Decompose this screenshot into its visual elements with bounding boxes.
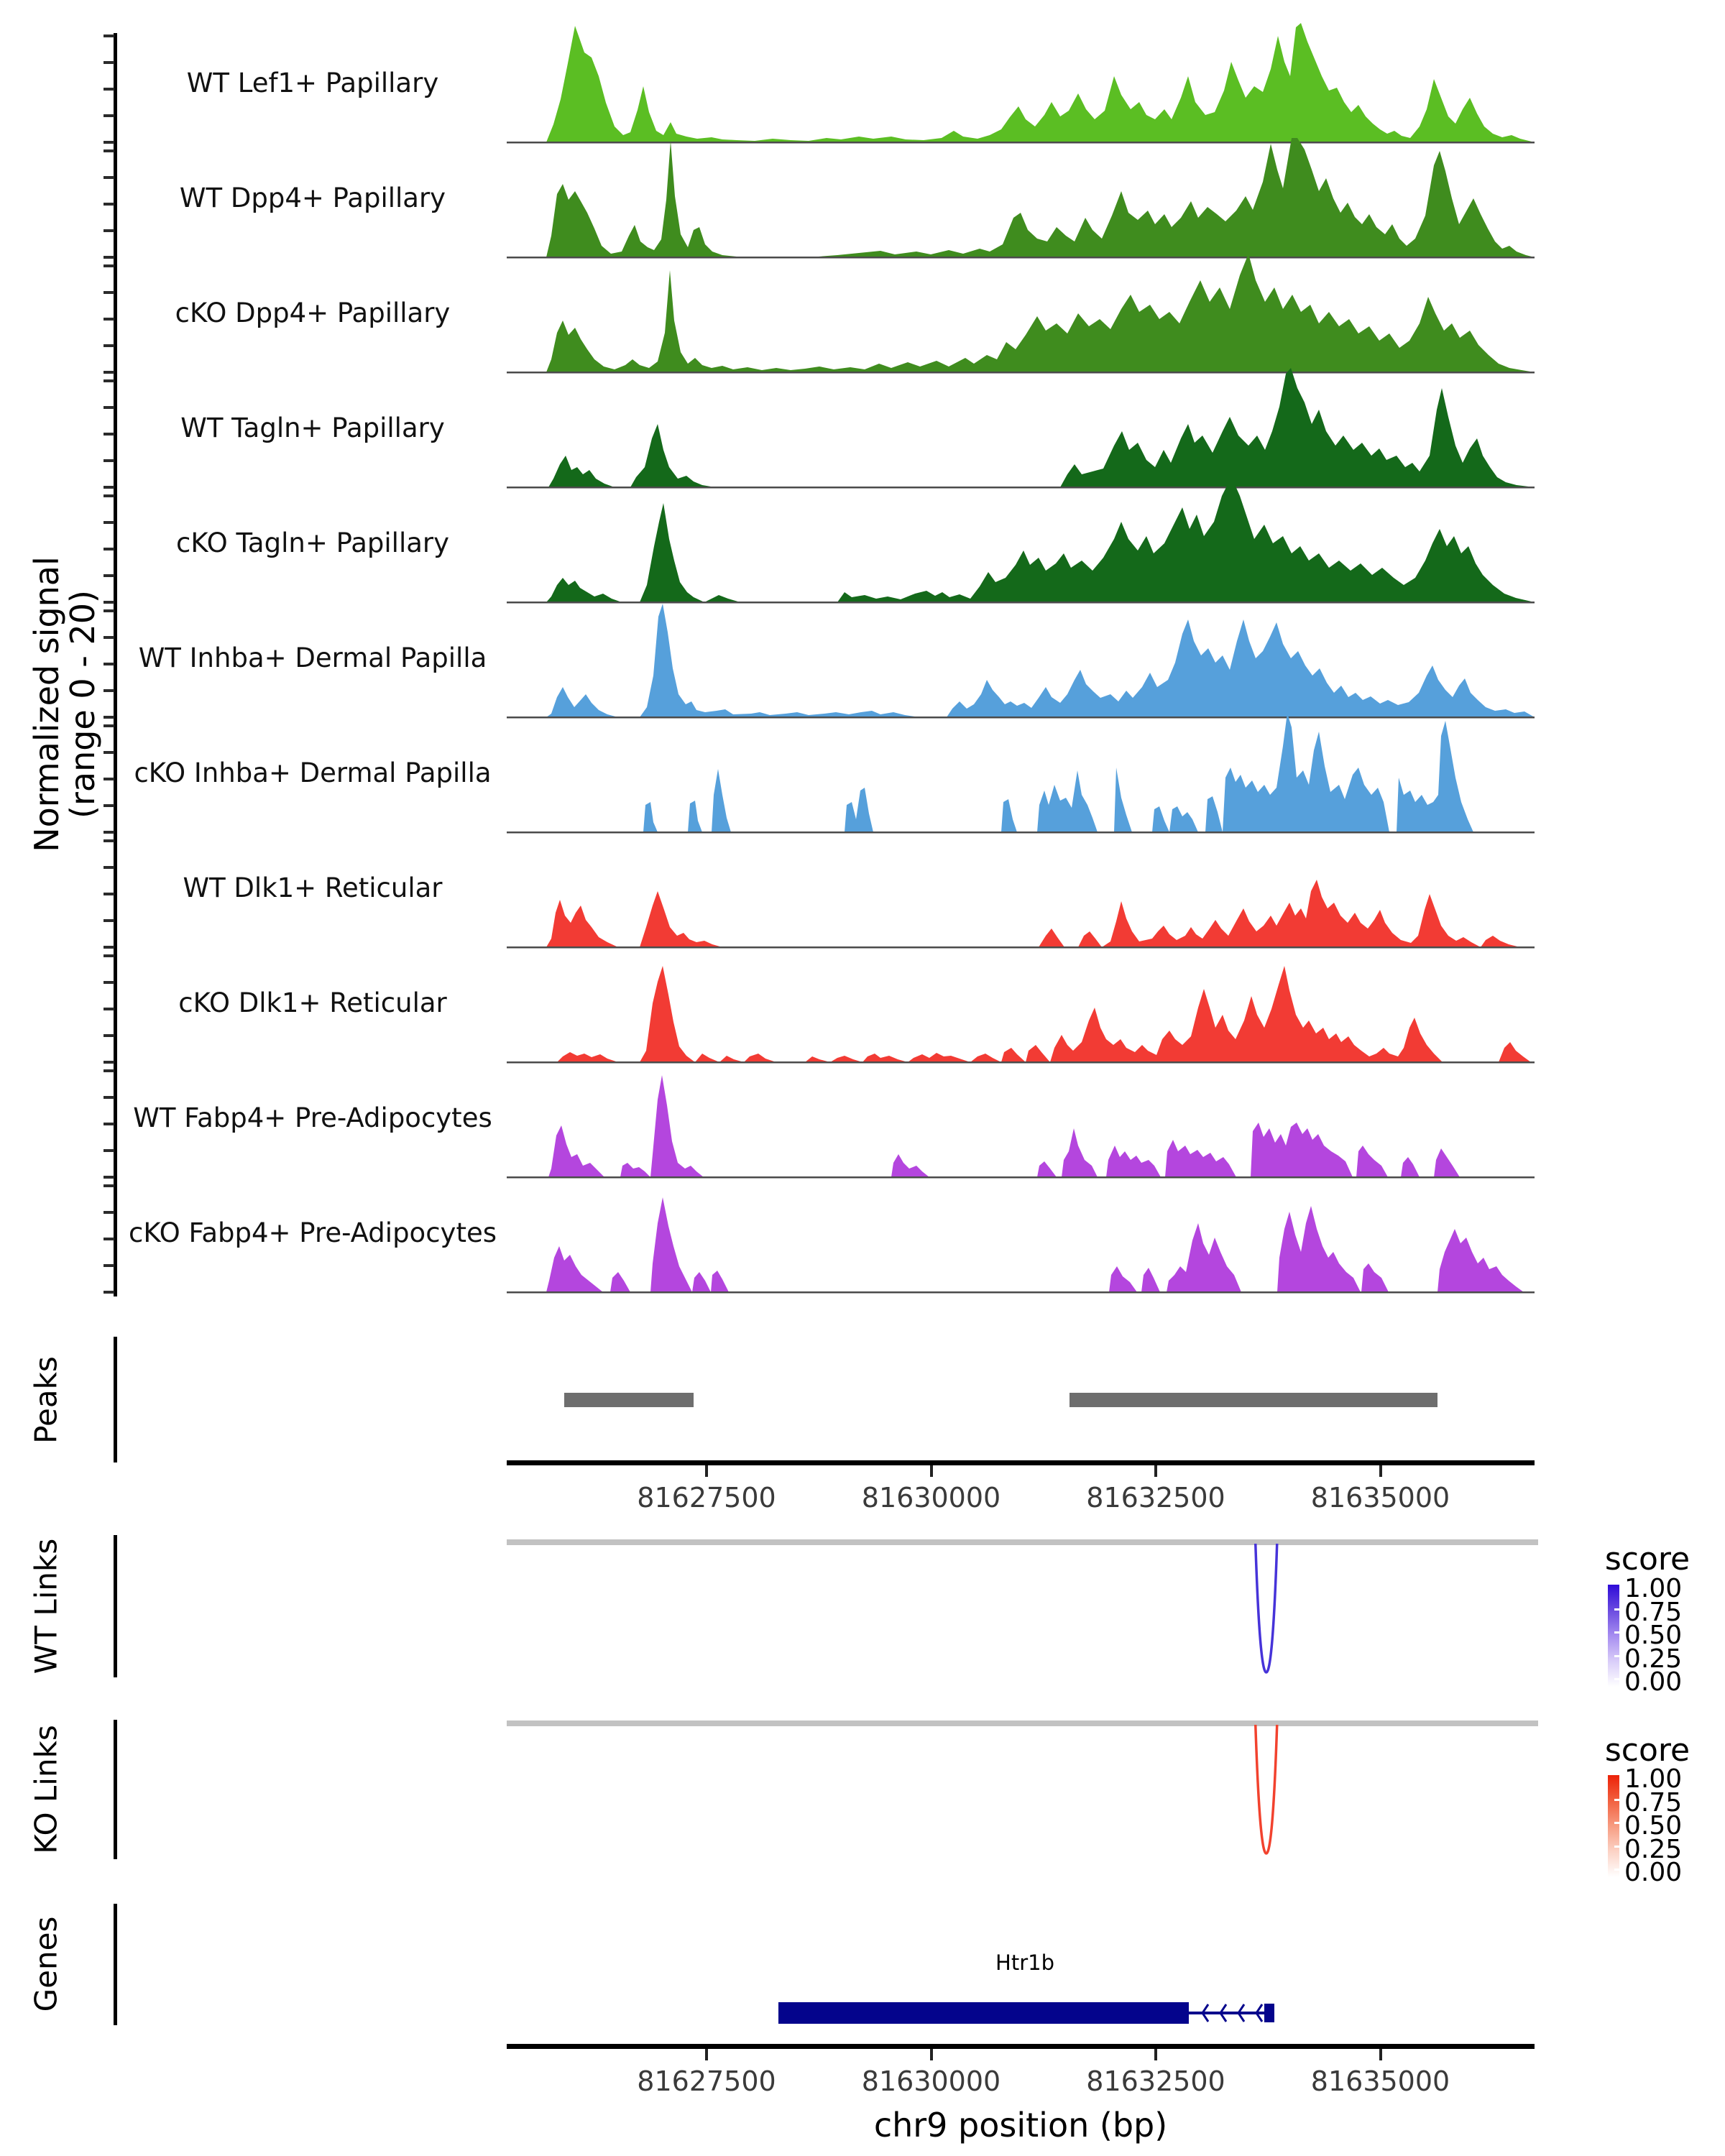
y-axis-tick (104, 264, 114, 267)
ko-link-curve (507, 1725, 1538, 1861)
genes-section-label: Genes (28, 1916, 64, 2012)
peaks-axis-tick (1154, 1465, 1157, 1477)
y-axis-tick (104, 716, 114, 719)
y-axis-tick (104, 521, 114, 524)
y-axis-tick (104, 981, 114, 984)
y-axis-tick (104, 919, 114, 922)
minus-strand-arrow-icon (1202, 2004, 1208, 2022)
score-legend-label: 0.50 (1624, 1811, 1683, 1841)
score-legend-label: 1.00 (1624, 1764, 1683, 1794)
peak-bar-2 (1070, 1393, 1438, 1407)
bottom-axis-tick-label: 81635000 (1310, 2065, 1450, 2097)
peaks-axis-tick (930, 1465, 933, 1477)
link-arc (1256, 1544, 1277, 1672)
y-axis-tick (104, 601, 114, 604)
signal-polygon (643, 713, 1535, 832)
track-label: cKO Inhba+ Dermal Papilla (134, 757, 492, 788)
y-axis-tick (104, 88, 114, 91)
minus-strand-arrow-icon (1256, 2004, 1262, 2022)
y-axis-tick (104, 344, 114, 347)
track-label: cKO Fabp4+ Pre-Adipocytes (128, 1217, 497, 1248)
y-axis-tick (104, 1096, 114, 1099)
legend-notch (1614, 1822, 1619, 1824)
coverage-area-6 (507, 596, 1535, 719)
y-axis-title-line2: (range 0 - 20) (63, 590, 102, 819)
bottom-axis-line (507, 2044, 1535, 2049)
track-label: WT Inhba+ Dermal Papilla (138, 642, 487, 673)
track-label: WT Dlk1+ Reticular (183, 872, 443, 903)
score-legend-label: 0.25 (1624, 1834, 1683, 1864)
legend-notch (1614, 1846, 1619, 1848)
y-axis-tick (104, 689, 114, 692)
y-axis-tick (104, 141, 114, 144)
y-axis-tick (104, 379, 114, 382)
peaks-section-label: Peaks (28, 1356, 64, 1444)
peaks-axis-tick (1379, 1465, 1382, 1477)
signal-polygon (548, 368, 1535, 487)
ko-links-bracket (114, 1720, 117, 1859)
coverage-area-9 (507, 941, 1535, 1064)
bottom-axis-tick-label: 81630000 (861, 2065, 1001, 2097)
y-axis-tick (104, 946, 114, 949)
wt-score-legend-title: score (1604, 1541, 1690, 1577)
wt-score-gradient-bar (1608, 1585, 1619, 1687)
minus-strand-arrow-icon (1220, 2004, 1226, 2022)
coverage-area-10 (507, 1056, 1535, 1179)
y-axis-tick (104, 636, 114, 639)
signal-polygon (557, 966, 1535, 1062)
wt-link-curve (507, 1544, 1538, 1680)
legend-notch (1614, 1869, 1619, 1871)
y-axis-tick (104, 406, 114, 409)
legend-notch (1614, 1631, 1619, 1634)
bottom-axis-tick (1379, 2049, 1382, 2060)
y-axis-title-line1: Normalized signal (27, 556, 66, 852)
y-axis-tick (104, 1291, 114, 1294)
y-axis-tick (104, 1176, 114, 1179)
y-axis-tick (104, 494, 114, 497)
legend-notch (1614, 1799, 1619, 1801)
peaks-axis-line (507, 1460, 1535, 1465)
y-axis-tick (104, 1149, 114, 1152)
y-axis-tick (104, 1069, 114, 1072)
score-legend-label: 0.25 (1624, 1644, 1683, 1674)
signal-polygon (546, 604, 1535, 717)
gene-strand-arrows (1189, 2002, 1277, 2024)
coverage-area-8 (507, 826, 1535, 949)
signal-polygon (546, 254, 1535, 372)
coverage-area-5 (507, 482, 1535, 604)
track-label: WT Fabp4+ Pre-Adipocytes (133, 1102, 492, 1133)
signal-polygon (546, 1197, 1535, 1292)
coverage-area-2 (507, 137, 1535, 259)
y-axis-tick (104, 609, 114, 612)
gene-name-label: Htr1b (995, 1950, 1054, 1975)
y-axis-tick (104, 486, 114, 489)
y-axis-tick (104, 203, 114, 206)
score-legend-label: 0.00 (1624, 1667, 1683, 1697)
ko-score-legend-title: score (1604, 1732, 1690, 1769)
y-axis-tick (104, 1123, 114, 1125)
y-axis-tick (104, 866, 114, 869)
track-label: cKO Dpp4+ Papillary (175, 298, 451, 328)
y-axis-tick (104, 176, 114, 179)
y-axis-tick (104, 61, 114, 64)
bottom-axis-tick (705, 2049, 708, 2060)
y-axis-title (29, 556, 101, 852)
y-axis-tick (104, 1034, 114, 1037)
signal-polygon (548, 1075, 1535, 1177)
coverage-area-4 (507, 367, 1535, 489)
y-axis-tick (104, 291, 114, 294)
ko-score-gradient-bar (1608, 1775, 1619, 1877)
legend-notch (1614, 1655, 1619, 1657)
coverage-area-3 (507, 252, 1535, 374)
y-axis-tick (104, 724, 114, 727)
y-axis-tick (104, 149, 114, 152)
bottom-axis-tick-label: 81627500 (637, 2065, 776, 2097)
y-axis-tick (104, 459, 114, 462)
y-axis-tick (104, 751, 114, 754)
y-axis-tick (104, 778, 114, 780)
wt-links-section-label: WT Links (28, 1538, 64, 1674)
track-label: WT Tagln+ Papillary (180, 413, 445, 443)
wt-links-bracket (114, 1535, 117, 1677)
legend-notch (1614, 1608, 1619, 1611)
coverage-area-11 (507, 1171, 1535, 1294)
minus-strand-arrow-icon (1238, 2004, 1244, 2022)
genes-bracket (114, 1904, 117, 2025)
y-axis-tick (104, 804, 114, 807)
y-axis-tick (104, 548, 114, 550)
x-axis-title: chr9 position (bp) (873, 2106, 1168, 2145)
y-axis-tick (104, 1264, 114, 1267)
y-axis-tick (104, 954, 114, 957)
y-axis-tick (104, 831, 114, 834)
track-baseline (507, 1291, 1535, 1294)
legend-notch (1614, 1678, 1619, 1680)
signal-polygon (546, 23, 1535, 142)
y-axis-tick (104, 371, 114, 374)
bottom-axis-tick (930, 2049, 933, 2060)
track-label: WT Lef1+ Papillary (186, 68, 439, 98)
track-label: WT Dpp4+ Papillary (179, 183, 446, 213)
y-axis-tick (104, 256, 114, 259)
y-axis-tick (104, 34, 114, 37)
score-legend-label: 0.00 (1624, 1858, 1683, 1887)
y-axis-tick (104, 1008, 114, 1010)
y-axis-tick (104, 1061, 114, 1064)
score-legend-label: 0.75 (1624, 1787, 1683, 1818)
y-axis-tick (104, 839, 114, 842)
score-legend-label: 0.75 (1624, 1597, 1683, 1627)
y-axis-tick (104, 1184, 114, 1187)
score-legend-label: 0.50 (1624, 1621, 1683, 1650)
score-legend-label: 1.00 (1624, 1574, 1683, 1603)
y-axis-tick (104, 114, 114, 117)
track-label: cKO Dlk1+ Reticular (178, 987, 447, 1018)
track-label: cKO Tagln+ Papillary (175, 528, 450, 558)
y-axis-tick (104, 1238, 114, 1240)
y-axis-tick (104, 893, 114, 895)
peaks-bracket (114, 1337, 117, 1462)
ko-links-section-label: KO Links (28, 1725, 64, 1854)
gene-body-exon (778, 2002, 1189, 2024)
link-arc (1256, 1725, 1277, 1853)
peak-bar-1 (564, 1393, 694, 1407)
bottom-axis-tick-label: 81632500 (1086, 2065, 1225, 2097)
y-axis-tick (104, 433, 114, 436)
y-axis-tick (104, 574, 114, 577)
coverage-area-1 (507, 22, 1535, 144)
peaks-axis-tick-label: 81632500 (1086, 1482, 1225, 1514)
signal-polygon (546, 483, 1535, 602)
y-axis-tick (104, 318, 114, 321)
y-axis-tick (104, 663, 114, 665)
signal-polygon (546, 138, 1535, 257)
y-axis-tick (104, 1211, 114, 1214)
peaks-axis-tick-label: 81635000 (1310, 1482, 1450, 1514)
coverage-area-7 (507, 711, 1535, 834)
peaks-axis-tick (705, 1465, 708, 1477)
y-axis-tick (104, 229, 114, 232)
peaks-axis-tick-label: 81630000 (861, 1482, 1001, 1514)
peaks-axis-tick-label: 81627500 (637, 1482, 776, 1514)
bottom-axis-tick (1154, 2049, 1157, 2060)
signal-polygon (546, 880, 1535, 947)
